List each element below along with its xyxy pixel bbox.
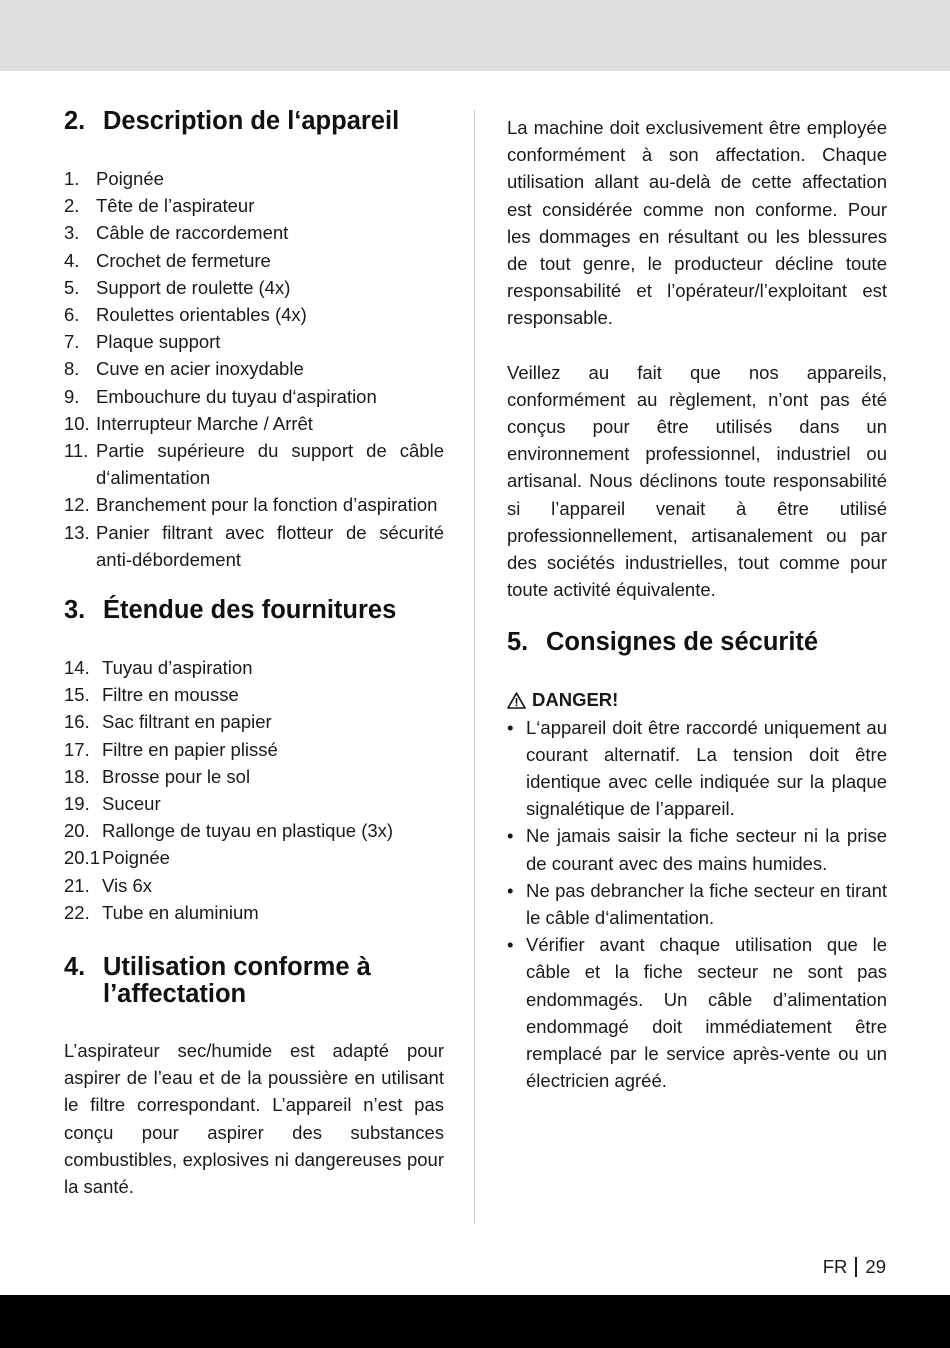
list-item bbox=[64, 763, 444, 790]
parts-list bbox=[64, 165, 444, 573]
bullet-item bbox=[507, 877, 887, 931]
bullet-item bbox=[507, 714, 887, 823]
list-item-number: 8. bbox=[64, 358, 80, 380]
list-item-text: Suceur bbox=[102, 793, 161, 815]
page-footer bbox=[823, 1255, 886, 1279]
list-item-text: Cuve en acier inoxydable bbox=[96, 358, 304, 380]
supply-list bbox=[64, 654, 444, 926]
list-item bbox=[64, 437, 444, 491]
list-item bbox=[64, 519, 444, 573]
bullet-marker: • bbox=[507, 825, 514, 847]
section-title: Utilisation conforme à l’affectation bbox=[103, 953, 371, 1009]
list-item bbox=[64, 192, 444, 219]
list-item-text: Filtre en papier plissé bbox=[102, 738, 278, 760]
list-item bbox=[64, 247, 444, 274]
list-item-text: Filtre en mousse bbox=[102, 684, 239, 706]
list-item-text: Vis 6x bbox=[102, 874, 153, 896]
list-item-number: 19. bbox=[64, 793, 90, 815]
list-item-number: 5. bbox=[64, 276, 80, 298]
list-item-number: 14. bbox=[64, 657, 90, 679]
section-4-heading bbox=[64, 954, 444, 1008]
intended-use-paragraph: L’aspirateur sec/humide est adapté pour aspirer de l’eau et de la poussière en utilisant le filtre correspondant. L’appareil n’est pas conçu pour aspirer des substances combustibles, explosives ni dangereuses pour la santé. bbox=[64, 1040, 444, 1198]
bullet-text: Vérifier avant chaque utilisation que le câble et la fiche secteur ne sont pas endommagés. Un câble d’alimentation endommagé doit immédiatement être remplacé par le service après-vente ou un électricien agréé. bbox=[526, 934, 887, 1092]
list-item-text: Rallonge de tuyau en plastique (3x) bbox=[102, 820, 394, 842]
footer-band bbox=[0, 1295, 950, 1348]
bullet-item bbox=[507, 822, 887, 876]
list-item-text: Poignée bbox=[102, 847, 170, 869]
list-item bbox=[64, 274, 444, 301]
page-number: 29 bbox=[865, 1256, 886, 1277]
column-divider bbox=[474, 110, 475, 1224]
list-item-text: Roulettes orientables (4x) bbox=[96, 304, 307, 326]
professional-use-paragraph: Veillez au fait que nos appareils, conformément au règlement, n’ont pas été conçus pour être utilisés dans un environnement professionnel, industriel ou artisanal. Nous déclinons toute responsabilité si l’appareil venait à être utilisé professionnellement, artisanalement ou par des sociétés industrielles, tout comme pour toute activité équivalente. bbox=[507, 361, 887, 601]
list-item bbox=[64, 491, 444, 518]
list-item-number: 10. bbox=[64, 412, 90, 434]
list-item-number: 3. bbox=[64, 222, 80, 244]
list-item bbox=[64, 410, 444, 437]
list-item-number: 20. bbox=[64, 820, 90, 842]
list-item bbox=[64, 790, 444, 817]
section-title: Consignes de sécurité bbox=[546, 628, 819, 657]
bullet-text: Ne jamais saisir la fiche secteur ni la prise de courant avec des mains humides. bbox=[526, 825, 887, 874]
list-item-text: Brosse pour le sol bbox=[102, 765, 251, 787]
list-item-number: 12. bbox=[64, 494, 90, 516]
list-item-text: Branchement pour la fonction d’aspiration bbox=[96, 494, 438, 516]
list-item-number: 22. bbox=[64, 901, 90, 923]
section-number: 4. bbox=[64, 953, 86, 982]
list-item-number: 16. bbox=[64, 711, 90, 733]
list-item-text: Sac filtrant en papier bbox=[102, 711, 272, 733]
list-item bbox=[64, 355, 444, 382]
list-item bbox=[64, 654, 444, 681]
list-item bbox=[64, 383, 444, 410]
section-5-heading bbox=[507, 629, 887, 656]
danger-label bbox=[507, 686, 887, 713]
list-item-number: 15. bbox=[64, 684, 90, 706]
safety-bullets bbox=[507, 714, 887, 1095]
list-item-text: Tuyau d’aspiration bbox=[102, 657, 253, 679]
list-item bbox=[64, 817, 444, 844]
list-item-number: 7. bbox=[64, 331, 80, 353]
section-2-heading bbox=[64, 108, 444, 135]
section-number: 5. bbox=[507, 628, 529, 657]
language-code: FR bbox=[822, 1256, 848, 1277]
bullet-marker: • bbox=[507, 879, 514, 901]
bullet-marker: • bbox=[507, 716, 514, 738]
intended-use-paragraph-continued: La machine doit exclusivement être employée conformément à son affectation. Chaque utilisation allant au-delà de cette affectation est considérée comme non conforme. Pour les dommages en résultant ou les blessures de tout genre, le producteur décline toute responsabilité et l’opérateur/l’exploitant est responsable. bbox=[507, 117, 887, 329]
list-item-text: Plaque support bbox=[96, 331, 221, 353]
section-title: Description de l‘appareil bbox=[103, 107, 400, 135]
list-item-number: 13. bbox=[64, 521, 90, 543]
list-item-number: 18. bbox=[64, 765, 90, 787]
list-item-number: 9. bbox=[64, 385, 80, 407]
list-item-number: 6. bbox=[64, 304, 80, 326]
list-item bbox=[64, 681, 444, 708]
list-item-number: 2. bbox=[64, 195, 80, 217]
bullet-text: L‘appareil doit être raccordé uniquement au courant alternatif. La tension doit être identique avec celle indiquée sur la plaque signalétique de l’appareil. bbox=[526, 716, 887, 820]
list-item bbox=[64, 736, 444, 763]
header-band bbox=[0, 0, 950, 71]
list-item-number: 21. bbox=[64, 874, 90, 896]
list-item-text: Partie supérieure du support de câble d‘alimentation bbox=[96, 440, 444, 489]
warning-triangle-icon bbox=[507, 692, 526, 709]
list-item-text: Embouchure du tuyau d‘aspiration bbox=[96, 385, 377, 407]
section-3-heading bbox=[64, 597, 444, 624]
bullet-item bbox=[507, 931, 887, 1094]
list-item-text: Support de roulette (4x) bbox=[96, 276, 291, 298]
list-item bbox=[64, 165, 444, 192]
section-title: Étendue des fournitures bbox=[103, 596, 397, 625]
section-number: 3. bbox=[64, 596, 86, 625]
list-item bbox=[64, 872, 444, 899]
bullet-marker: • bbox=[507, 934, 514, 956]
list-item bbox=[64, 328, 444, 355]
list-item-text: Panier filtrant avec flotteur de sécurité anti-débordement bbox=[96, 521, 444, 570]
list-item bbox=[64, 219, 444, 246]
list-item-number: 11. bbox=[64, 440, 89, 462]
list-item-text: Câble de raccordement bbox=[96, 222, 289, 244]
list-item-text: Poignée bbox=[96, 168, 164, 189]
list-item-text: Tube en aluminium bbox=[102, 901, 259, 923]
list-item bbox=[64, 844, 444, 871]
left-column bbox=[64, 108, 444, 1200]
list-item-text: Interrupteur Marche / Arrêt bbox=[96, 412, 313, 434]
list-item-number: 1. bbox=[64, 168, 80, 189]
footer-separator bbox=[855, 1257, 857, 1277]
list-item-number: 17. bbox=[64, 738, 90, 760]
list-item-text: Tête de l’aspirateur bbox=[96, 195, 255, 217]
danger-text: DANGER! bbox=[532, 689, 619, 711]
list-item bbox=[64, 899, 444, 926]
list-item bbox=[64, 301, 444, 328]
right-column bbox=[507, 108, 887, 1095]
bullet-text: Ne pas debrancher la fiche secteur en tirant le câble d‘alimentation. bbox=[526, 879, 887, 929]
list-item-number: 20.1 bbox=[64, 847, 101, 869]
section-number: 2. bbox=[64, 107, 86, 135]
list-item-number: 4. bbox=[64, 249, 80, 271]
list-item-text: Crochet de fermeture bbox=[96, 249, 271, 271]
list-item bbox=[64, 708, 444, 735]
